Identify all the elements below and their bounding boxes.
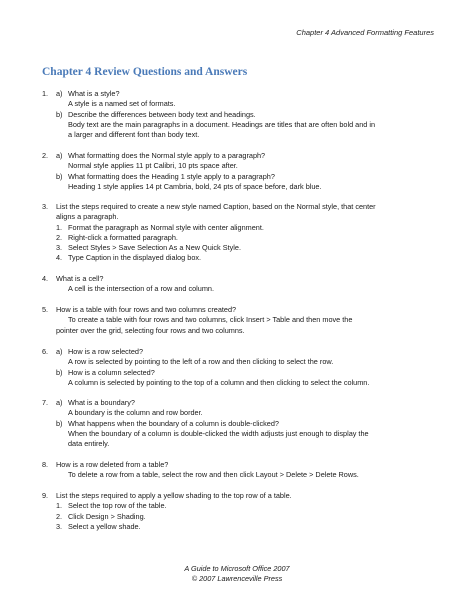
- part-letter: b): [56, 109, 63, 119]
- question-number: 4.: [42, 274, 49, 283]
- answer-text: To delete a row from a table, select the row and then click Layout > Delete > Delete Rows.: [68, 470, 359, 480]
- step-number: 2.: [56, 511, 63, 521]
- part-letter: b): [56, 418, 63, 428]
- question-text: How is a row deleted from a table?: [56, 460, 169, 469]
- question-number: 6.: [42, 347, 49, 356]
- question-number: 9.: [42, 491, 49, 500]
- running-head: Chapter 4 Advanced Formatting Features: [296, 28, 434, 37]
- part-letter: a): [56, 151, 63, 160]
- answer-text: Normal style applies 11 pt Calibri, 10 pts space after.: [68, 161, 238, 171]
- question-text: aligns a paragraph.: [56, 212, 119, 222]
- answer-text: Body text are the main paragraphs in a document. Headings are titles that are often bold and in: [68, 119, 376, 129]
- question-5: [42, 305, 440, 336]
- part-letter: a): [56, 89, 63, 98]
- answer-text: pointer over the grid, selecting four rows and two columns.: [56, 325, 245, 335]
- question-text: List the steps required to create a new style named Caption, based on the Normal style, that center: [56, 202, 376, 211]
- page-title: Chapter 4 Review Questions and Answers: [42, 66, 248, 78]
- part-letter: a): [56, 347, 63, 356]
- question-text: What is a cell?: [56, 274, 104, 283]
- part-letter: b): [56, 171, 63, 181]
- question-number: 2.: [42, 151, 49, 160]
- answer-text: A row is selected by pointing to the left of a row and then clicking to select the row.: [68, 357, 334, 367]
- question-9: [42, 491, 440, 532]
- question-text: What is a boundary?: [68, 398, 135, 407]
- question-4: [42, 274, 440, 295]
- question-number: 1.: [42, 89, 49, 98]
- question-text: How is a table with four rows and two columns created?: [56, 305, 237, 314]
- question-number: 8.: [42, 460, 49, 469]
- step-number: 1.: [56, 501, 63, 511]
- question-text: What formatting does the Normal style apply to a paragraph?: [68, 151, 266, 160]
- step-text: Type Caption in the displayed dialog box.: [68, 253, 202, 263]
- question-number: 5.: [42, 305, 49, 314]
- question-text: How is a row selected?: [68, 347, 144, 356]
- question-number: 7.: [42, 398, 49, 407]
- footer: [0, 564, 474, 584]
- footer-book-title: A Guide to Microsoft Office 2007: [184, 564, 290, 573]
- part-letter: b): [56, 367, 63, 377]
- question-text: How is a column selected?: [68, 367, 155, 377]
- question-text: What is a style?: [68, 89, 120, 98]
- answer-text: A style is a named set of formats.: [68, 99, 176, 109]
- footer-copyright: © 2007 Lawrenceville Press: [191, 574, 283, 583]
- question-3: [42, 202, 440, 264]
- question-text: List the steps required to apply a yellow shading to the top row of a table.: [56, 491, 292, 500]
- step-number: 3.: [56, 243, 63, 253]
- question-2: [42, 151, 440, 192]
- answer-text: A column is selected by pointing to the top of a column and then clicking to select the column.: [68, 377, 370, 387]
- answer-text: To create a table with four rows and two columns, click Insert > Table and then move the: [68, 315, 353, 325]
- question-7: [42, 398, 440, 449]
- question-text: Describe the differences between body text and headings.: [68, 109, 256, 119]
- question-text: What formatting does the Heading 1 style apply to a paragraph?: [68, 171, 275, 181]
- step-text: Select Styles > Save Selection As a New Quick Style.: [68, 243, 241, 253]
- step-number: 1.: [56, 222, 63, 232]
- step-text: Right-click a formatted paragraph.: [68, 232, 178, 242]
- step-text: Select the top row of the table.: [68, 501, 167, 511]
- part-letter: a): [56, 398, 63, 407]
- step-number: 2.: [56, 232, 63, 242]
- question-1: [42, 89, 440, 140]
- answer-text: a larger and different font than body text.: [68, 130, 200, 140]
- question-8: [42, 460, 440, 481]
- step-number: 3.: [56, 521, 63, 531]
- step-number: 4.: [56, 253, 63, 263]
- answer-text: A cell is the intersection of a row and column.: [68, 284, 215, 294]
- step-text: Format the paragraph as Normal style with center alignment.: [68, 222, 264, 232]
- answer-text: data entirely.: [68, 439, 110, 449]
- question-number: 3.: [42, 202, 49, 211]
- step-text: Click Design > Shading.: [68, 511, 146, 521]
- question-text: What happens when the boundary of a column is double-clicked?: [68, 418, 279, 428]
- answer-text: When the boundary of a column is double-clicked the width adjusts just enough to display the: [68, 428, 369, 438]
- answer-text: A boundary is the column and row border.: [68, 408, 203, 418]
- question-6: [42, 347, 440, 388]
- answer-text: Heading 1 style applies 14 pt Cambria, bold, 24 pts of space before, dark blue.: [68, 181, 322, 191]
- step-text: Select a yellow shade.: [68, 521, 141, 531]
